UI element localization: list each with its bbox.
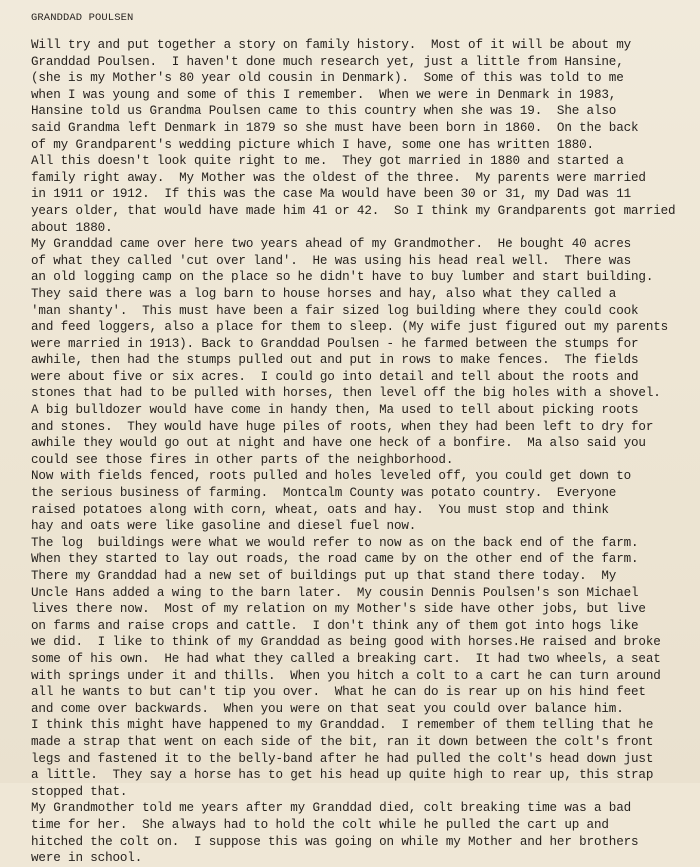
text-line: Will try and put together a story on family history. Most of it will be about my	[31, 38, 632, 52]
text-line: hay and oats were like gasoline and diesel fuel now.	[31, 519, 417, 534]
text-line: I think this might have happened to my Granddad. I remember of them telling that he	[31, 718, 654, 733]
text-line: of my Grandparent's wedding picture which I have, some one has written 1880.	[31, 137, 594, 152]
text-line: All this doesn't look quite right to me. They got married in 1880 and started a	[31, 154, 624, 169]
text-line: were about five or six acres. I could go into detail and tell about the roots and	[31, 369, 639, 384]
text-line: lives there now. Most of my relation on my Mother's side have other jobs, but live	[31, 602, 646, 617]
text-line: in 1911 or 1912. If this was the case Ma would have been 30 or 31, my Dad was 11	[31, 187, 632, 202]
text-line: made a strap that went on each side of the bit, ran it down between the colt's front	[31, 734, 654, 749]
text-line: There my Granddad had a new set of buildings put up that stand there today. My	[31, 569, 617, 583]
text-line: and come over backwards. When you were on that seat you could over balance him.	[31, 701, 624, 716]
text-line: When they started to lay out roads, the road came by on the other end of the farm.	[31, 552, 639, 567]
text-line: of what they called 'cut over land'. He was using his head real well. There was	[31, 253, 632, 268]
text-line: My Grandmother told me years after my Granddad died, colt breaking time was a bad	[31, 801, 632, 816]
text-line: were in school.	[31, 851, 143, 866]
text-line: Now with fields fenced, roots pulled and holes leveled off, you could get down to	[31, 469, 632, 484]
text-line: The log buildings were what we would refer to now as on the back end of the farm.	[31, 535, 639, 550]
text-line: were married in 1913). Back to Granddad Poulsen - he farmed between the stumps for	[31, 336, 639, 351]
text-line: could see those fires in other parts of the neighborhood.	[31, 452, 454, 467]
text-line: the serious business of farming. Montcalm County was potato country. Everyone	[31, 486, 617, 501]
text-line: awhile they would go out at night and have one heck of a bonfire. Ma also said you	[31, 436, 646, 451]
text-line: a little. They say a horse has to get his head up quite high to rear up, this strap	[31, 768, 654, 783]
text-line: 'man shanty'. This must have been a fair sized log building where they could cook	[31, 303, 639, 318]
document-title: GRANDDAD POULSEN	[31, 12, 134, 24]
text-line: and stones. They would have huge piles of roots, when they had been left to dry for	[31, 419, 654, 434]
text-line: on farms and raise crops and cattle. I don't think any of them got into hogs like	[31, 618, 639, 633]
document-body	[31, 37, 699, 867]
text-line: some of his own. He had what they called a breaking cart. It had two wheels, a seat	[31, 651, 661, 666]
text-line: stopped that.	[31, 784, 128, 799]
text-line: all he wants to but can't tip you over. What he can do is rear up on his hind feet	[31, 685, 646, 700]
text-line: we did. I like to think of my Granddad as being good with horses.He raised and broke	[31, 635, 661, 650]
text-line: family right away. My Mother was the oldest of the three. My parents were married	[31, 170, 646, 185]
text-line: A big bulldozer would have come in handy then, Ma used to tell about picking roots	[31, 403, 639, 418]
text-line: Uncle Hans added a wing to the barn later. My cousin Dennis Poulsen's son Michael	[31, 585, 639, 600]
text-line: They said there was a log barn to house horses and hay, also what they called a	[31, 286, 617, 301]
text-line: raised potatoes along with corn, wheat, oats and hay. You must stop and think	[31, 502, 609, 517]
text-line: stones that had to be pulled with horses, then level off the big holes with a shovel.	[31, 386, 661, 401]
text-line: Hansine told us Grandma Poulsen came to this country when she was 19. She also	[31, 104, 617, 119]
text-line: legs and fastened it to the belly-band after he had pulled the colt's head down just	[31, 751, 654, 766]
text-line: years older, that would have made him 41 or 42. So I think my Grandparents got married	[31, 203, 676, 218]
text-line: about 1880.	[31, 220, 113, 235]
text-line: when I was young and some of this I remember. When we were in Denmark in 1983,	[31, 87, 617, 102]
text-line: Granddad Poulsen. I haven't done much research yet, just a little from Hansine,	[31, 54, 624, 69]
text-line: said Grandma left Denmark in 1879 so she must have been born in 1860. On the back	[31, 120, 639, 135]
text-line: awhile, then had the stumps pulled out and put in rows to make fences. The fields	[31, 353, 639, 368]
text-line: and feed loggers, also a place for them to sleep. (My wife just figured out my parents	[31, 320, 669, 335]
text-line: with springs under it and thills. When you hitch a colt to a cart he can turn around	[31, 668, 661, 683]
text-line: an old logging camp on the place so he didn't have to buy lumber and start building.	[31, 270, 654, 285]
text-line: My Granddad came over here two years ahead of my Grandmother. He bought 40 acres	[31, 237, 632, 252]
text-line: (she is my Mother's 80 year old cousin in Denmark). Some of this was told to me	[31, 71, 624, 86]
text-line: hitched the colt on. I suppose this was going on while my Mother and her brothers	[31, 834, 639, 849]
text-line: time for her. She always had to hold the colt while he pulled the cart up and	[31, 817, 609, 832]
